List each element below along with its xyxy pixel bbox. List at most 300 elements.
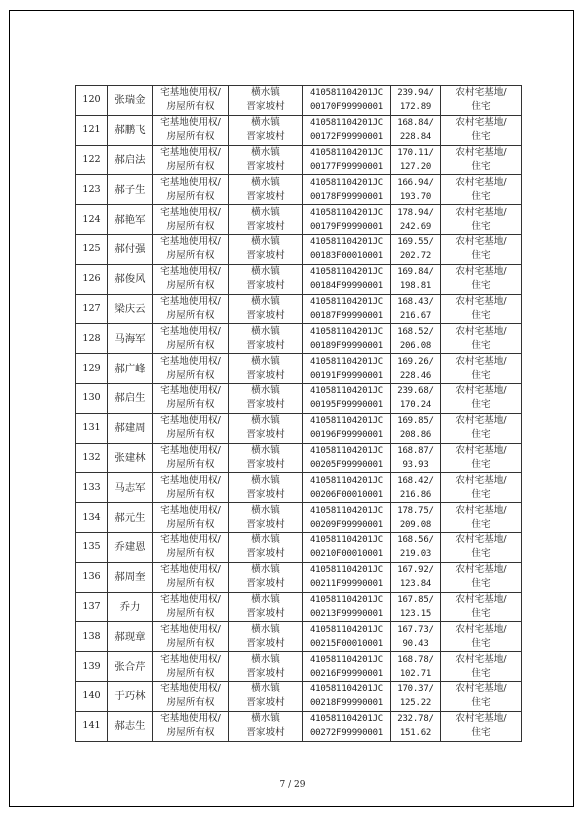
area-cell (391, 115, 441, 145)
table-row (76, 562, 522, 592)
page-number: 7 / 29 (279, 780, 306, 790)
area-line: 216.86 (399, 489, 432, 500)
location-line: 晋家坡村 (246, 637, 285, 649)
land-use-line: 农村宅基地/ (455, 593, 507, 605)
land-use-line: 住宅 (471, 578, 491, 590)
owner-name-cell: 郝艳军 (108, 205, 153, 235)
area-cell (391, 294, 441, 324)
area-line: 166.94/ (397, 177, 434, 188)
right-type-line: 房屋所有权 (166, 399, 215, 411)
area-line: 170.37/ (397, 684, 434, 695)
right-type-line: 房屋所有权 (166, 339, 215, 351)
land-use-cell (441, 294, 522, 324)
location-line: 晋家坡村 (246, 607, 285, 619)
unit-code-line: 410581104201JC (309, 624, 384, 635)
area-cell (391, 562, 441, 592)
right-type-line: 宅基地使用权/ (160, 87, 221, 99)
unit-code-line: 410581104201JC (309, 296, 384, 307)
location-cell (229, 145, 303, 175)
location-line: 横水镇 (251, 176, 280, 188)
right-type-line: 房屋所有权 (166, 190, 215, 202)
land-use-cell (441, 503, 522, 533)
registration-table (75, 85, 522, 742)
location-line: 横水镇 (251, 236, 280, 248)
land-use-cell (441, 145, 522, 175)
table-row (76, 145, 522, 175)
row-number-cell: 120 (76, 86, 108, 116)
land-use-line: 住宅 (471, 220, 491, 232)
unit-code-line: 00170F99990001 (309, 102, 384, 113)
area-line: 206.08 (399, 340, 432, 351)
row-number-cell: 129 (76, 354, 108, 384)
row-number-cell: 139 (76, 652, 108, 682)
right-type-line: 宅基地使用权/ (160, 593, 221, 605)
unit-code-line: 00211F99990001 (309, 579, 384, 590)
table-row (76, 86, 522, 116)
right-type-line: 房屋所有权 (166, 667, 215, 679)
right-type-cell (153, 652, 229, 682)
right-type-line: 房屋所有权 (166, 309, 215, 321)
land-use-line: 农村宅基地/ (455, 206, 507, 218)
area-line: 242.69 (399, 221, 432, 232)
right-type-line: 宅基地使用权/ (160, 653, 221, 665)
area-cell (391, 354, 441, 384)
owner-name-cell: 乔建恩 (108, 532, 153, 562)
area-cell (391, 413, 441, 443)
unit-code-line: 410581104201JC (309, 475, 384, 486)
location-cell (229, 413, 303, 443)
location-line: 横水镇 (251, 623, 280, 635)
location-cell (229, 681, 303, 711)
unit-code-cell (303, 652, 391, 682)
unit-code-cell (303, 205, 391, 235)
location-cell (229, 711, 303, 741)
unit-code-line: 410581104201JC (309, 594, 384, 605)
right-type-cell (153, 324, 229, 354)
location-line: 晋家坡村 (246, 220, 285, 232)
table-row (76, 264, 522, 294)
unit-code-cell (303, 711, 391, 741)
location-line: 横水镇 (251, 713, 280, 725)
unit-code-line: 410581104201JC (309, 147, 384, 158)
area-line: 172.89 (399, 102, 432, 113)
area-cell (391, 652, 441, 682)
table-row (76, 294, 522, 324)
land-use-line: 住宅 (471, 339, 491, 351)
unit-code-line: 00213F99990001 (309, 608, 384, 619)
land-use-cell (441, 175, 522, 205)
right-type-cell (153, 681, 229, 711)
location-line: 横水镇 (251, 444, 280, 456)
unit-code-cell (303, 443, 391, 473)
unit-code-line: 410581104201JC (309, 386, 384, 397)
location-line: 晋家坡村 (246, 160, 285, 172)
right-type-cell (153, 473, 229, 503)
area-line: 123.84 (399, 579, 432, 590)
land-use-cell (441, 473, 522, 503)
right-type-cell (153, 711, 229, 741)
location-line: 横水镇 (251, 206, 280, 218)
land-use-line: 农村宅基地/ (455, 474, 507, 486)
land-use-cell (441, 532, 522, 562)
land-use-cell (441, 681, 522, 711)
area-line: 168.87/ (397, 445, 434, 456)
location-cell (229, 205, 303, 235)
land-use-cell (441, 711, 522, 741)
unit-code-line: 00191F99990001 (309, 370, 384, 381)
land-use-cell (441, 205, 522, 235)
land-use-line: 住宅 (471, 429, 491, 441)
location-line: 横水镇 (251, 146, 280, 158)
owner-name-cell: 郝周奎 (108, 562, 153, 592)
unit-code-line: 00179F99990001 (309, 221, 384, 232)
table-row (76, 592, 522, 622)
area-line: 125.22 (399, 698, 432, 709)
owner-name-cell: 郝现章 (108, 622, 153, 652)
area-line: 228.84 (399, 132, 432, 143)
land-use-cell (441, 562, 522, 592)
owner-name-cell: 张建林 (108, 443, 153, 473)
location-cell (229, 354, 303, 384)
right-type-cell (153, 354, 229, 384)
location-line: 横水镇 (251, 534, 280, 546)
right-type-line: 房屋所有权 (166, 131, 215, 143)
area-line: 168.52/ (397, 326, 434, 337)
right-type-cell (153, 503, 229, 533)
right-type-cell (153, 622, 229, 652)
location-line: 晋家坡村 (246, 101, 285, 113)
row-number-cell: 133 (76, 473, 108, 503)
land-use-line: 农村宅基地/ (455, 176, 507, 188)
right-type-line: 宅基地使用权/ (160, 415, 221, 427)
area-line: 167.73/ (397, 624, 434, 635)
owner-name-cell: 马志军 (108, 473, 153, 503)
table-body (76, 86, 522, 742)
right-type-line: 宅基地使用权/ (160, 325, 221, 337)
right-type-line: 宅基地使用权/ (160, 564, 221, 576)
area-line: 228.46 (399, 370, 432, 381)
land-use-line: 农村宅基地/ (455, 325, 507, 337)
unit-code-line: 410581104201JC (309, 267, 384, 278)
land-use-line: 农村宅基地/ (455, 146, 507, 158)
location-cell (229, 115, 303, 145)
unit-code-cell (303, 592, 391, 622)
location-cell (229, 86, 303, 116)
right-type-line: 宅基地使用权/ (160, 355, 221, 367)
land-use-line: 农村宅基地/ (455, 415, 507, 427)
land-use-line: 住宅 (471, 637, 491, 649)
area-line: 170.24 (399, 400, 432, 411)
location-line: 晋家坡村 (246, 250, 285, 262)
area-line: 168.42/ (397, 475, 434, 486)
land-use-line: 农村宅基地/ (455, 623, 507, 635)
table-row (76, 443, 522, 473)
row-number-cell: 127 (76, 294, 108, 324)
land-use-line: 住宅 (471, 160, 491, 172)
table-row (76, 652, 522, 682)
unit-code-line: 410581104201JC (309, 654, 384, 665)
area-line: 93.93 (402, 459, 429, 470)
land-use-line: 住宅 (471, 548, 491, 560)
area-line: 232.78/ (397, 714, 434, 725)
unit-code-line: 00209F99990001 (309, 519, 384, 530)
right-type-cell (153, 175, 229, 205)
land-use-cell (441, 622, 522, 652)
owner-name-cell: 张瑞金 (108, 86, 153, 116)
unit-code-cell (303, 681, 391, 711)
area-cell (391, 681, 441, 711)
location-line: 晋家坡村 (246, 280, 285, 292)
owner-name-cell: 于巧林 (108, 681, 153, 711)
unit-code-line: 00187F99990001 (309, 310, 384, 321)
location-line: 横水镇 (251, 385, 280, 397)
unit-code-cell (303, 86, 391, 116)
land-use-line: 农村宅基地/ (455, 355, 507, 367)
land-use-line: 住宅 (471, 518, 491, 530)
owner-name-cell: 马海军 (108, 324, 153, 354)
table-row (76, 205, 522, 235)
right-type-line: 宅基地使用权/ (160, 623, 221, 635)
table-row (76, 532, 522, 562)
unit-code-line: 410581104201JC (309, 356, 384, 367)
location-line: 晋家坡村 (246, 339, 285, 351)
unit-code-line: 410581104201JC (309, 326, 384, 337)
area-line: 178.94/ (397, 207, 434, 218)
area-cell (391, 145, 441, 175)
land-use-cell (441, 592, 522, 622)
right-type-line: 宅基地使用权/ (160, 236, 221, 248)
location-cell (229, 234, 303, 264)
area-line: 239.94/ (397, 88, 434, 99)
right-type-cell (153, 562, 229, 592)
location-line: 晋家坡村 (246, 399, 285, 411)
land-use-line: 住宅 (471, 190, 491, 202)
location-cell (229, 473, 303, 503)
right-type-line: 房屋所有权 (166, 518, 215, 530)
unit-code-cell (303, 234, 391, 264)
right-type-line: 房屋所有权 (166, 369, 215, 381)
row-number-cell: 135 (76, 532, 108, 562)
location-cell (229, 622, 303, 652)
row-number-cell: 136 (76, 562, 108, 592)
unit-code-cell (303, 562, 391, 592)
right-type-cell (153, 443, 229, 473)
location-line: 晋家坡村 (246, 518, 285, 530)
row-number-cell: 140 (76, 681, 108, 711)
owner-name-cell: 乔力 (108, 592, 153, 622)
row-number-cell: 121 (76, 115, 108, 145)
location-line: 晋家坡村 (246, 190, 285, 202)
unit-code-line: 410581104201JC (309, 565, 384, 576)
unit-code-cell (303, 175, 391, 205)
right-type-line: 宅基地使用权/ (160, 385, 221, 397)
owner-name-cell: 梁庆云 (108, 294, 153, 324)
unit-code-line: 00210F00010001 (309, 549, 384, 560)
location-line: 横水镇 (251, 266, 280, 278)
area-line: 169.84/ (397, 267, 434, 278)
land-use-line: 农村宅基地/ (455, 385, 507, 397)
area-line: 169.26/ (397, 356, 434, 367)
land-use-cell (441, 652, 522, 682)
right-type-line: 宅基地使用权/ (160, 117, 221, 129)
land-use-cell (441, 324, 522, 354)
land-use-line: 住宅 (471, 250, 491, 262)
land-use-line: 农村宅基地/ (455, 534, 507, 546)
owner-name-cell: 郝广峰 (108, 354, 153, 384)
location-cell (229, 562, 303, 592)
row-number-cell: 134 (76, 503, 108, 533)
area-cell (391, 473, 441, 503)
area-line: 216.67 (399, 310, 432, 321)
land-use-line: 住宅 (471, 309, 491, 321)
unit-code-line: 410581104201JC (309, 177, 384, 188)
table-row (76, 354, 522, 384)
row-number-cell: 125 (76, 234, 108, 264)
owner-name-cell: 郝志生 (108, 711, 153, 741)
location-line: 晋家坡村 (246, 548, 285, 560)
right-type-cell (153, 413, 229, 443)
table-row (76, 503, 522, 533)
right-type-line: 房屋所有权 (166, 101, 215, 113)
owner-name-cell: 张合芹 (108, 652, 153, 682)
land-use-cell (441, 115, 522, 145)
location-cell (229, 443, 303, 473)
unit-code-line: 410581104201JC (309, 237, 384, 248)
unit-code-cell (303, 383, 391, 413)
area-line: 167.92/ (397, 565, 434, 576)
right-type-line: 宅基地使用权/ (160, 295, 221, 307)
location-line: 横水镇 (251, 593, 280, 605)
area-cell (391, 234, 441, 264)
right-type-line: 宅基地使用权/ (160, 713, 221, 725)
land-use-line: 农村宅基地/ (455, 713, 507, 725)
location-line: 晋家坡村 (246, 667, 285, 679)
area-cell (391, 592, 441, 622)
area-cell (391, 443, 441, 473)
right-type-cell (153, 115, 229, 145)
unit-code-line: 410581104201JC (309, 445, 384, 456)
area-line: 127.20 (399, 161, 432, 172)
unit-code-cell (303, 115, 391, 145)
row-number-cell: 123 (76, 175, 108, 205)
location-line: 横水镇 (251, 653, 280, 665)
unit-code-line: 00177F99990001 (309, 161, 384, 172)
table-row (76, 711, 522, 741)
owner-name-cell: 郝子生 (108, 175, 153, 205)
table-row (76, 681, 522, 711)
unit-code-line: 410581104201JC (309, 416, 384, 427)
area-cell (391, 324, 441, 354)
owner-name-cell: 郝启生 (108, 383, 153, 413)
location-line: 横水镇 (251, 683, 280, 695)
unit-code-line: 00196F99990001 (309, 430, 384, 441)
land-use-line: 农村宅基地/ (455, 653, 507, 665)
location-cell (229, 264, 303, 294)
row-number-cell: 137 (76, 592, 108, 622)
table-row (76, 473, 522, 503)
table-row (76, 115, 522, 145)
right-type-line: 房屋所有权 (166, 250, 215, 262)
unit-code-line: 410581104201JC (309, 505, 384, 516)
area-line: 168.43/ (397, 296, 434, 307)
right-type-cell (153, 145, 229, 175)
location-cell (229, 532, 303, 562)
right-type-cell (153, 592, 229, 622)
land-use-cell (441, 354, 522, 384)
right-type-line: 宅基地使用权/ (160, 444, 221, 456)
row-number-cell: 130 (76, 383, 108, 413)
row-number-cell: 138 (76, 622, 108, 652)
area-line: 209.08 (399, 519, 432, 530)
unit-code-line: 00189F99990001 (309, 340, 384, 351)
table-row (76, 413, 522, 443)
area-cell (391, 711, 441, 741)
location-line: 横水镇 (251, 87, 280, 99)
area-line: 167.85/ (397, 594, 434, 605)
unit-code-line: 410581104201JC (309, 684, 384, 695)
unit-code-line: 410581104201JC (309, 535, 384, 546)
area-line: 90.43 (402, 638, 429, 649)
right-type-line: 房屋所有权 (166, 727, 215, 739)
location-line: 晋家坡村 (246, 429, 285, 441)
right-type-line: 宅基地使用权/ (160, 683, 221, 695)
area-line: 168.84/ (397, 118, 434, 129)
land-use-line: 住宅 (471, 607, 491, 619)
location-line: 晋家坡村 (246, 458, 285, 470)
right-type-cell (153, 294, 229, 324)
land-use-line: 住宅 (471, 399, 491, 411)
location-cell (229, 383, 303, 413)
area-line: 123.15 (399, 608, 432, 619)
owner-name-cell: 郝建周 (108, 413, 153, 443)
location-line: 晋家坡村 (246, 488, 285, 500)
row-number-cell: 126 (76, 264, 108, 294)
owner-name-cell: 郝付强 (108, 234, 153, 264)
location-line: 横水镇 (251, 295, 280, 307)
unit-code-cell (303, 294, 391, 324)
land-use-line: 农村宅基地/ (455, 295, 507, 307)
area-line: 178.75/ (397, 505, 434, 516)
area-line: 168.78/ (397, 654, 434, 665)
row-number-cell: 141 (76, 711, 108, 741)
right-type-line: 房屋所有权 (166, 637, 215, 649)
area-line: 219.03 (399, 549, 432, 560)
area-line: 170.11/ (397, 147, 434, 158)
area-cell (391, 86, 441, 116)
area-line: 193.70 (399, 191, 432, 202)
land-use-line: 农村宅基地/ (455, 87, 507, 99)
area-cell (391, 264, 441, 294)
unit-code-cell (303, 473, 391, 503)
unit-code-line: 00178F99990001 (309, 191, 384, 202)
row-number-cell: 132 (76, 443, 108, 473)
area-line: 202.72 (399, 251, 432, 262)
unit-code-cell (303, 264, 391, 294)
area-line: 239.68/ (397, 386, 434, 397)
area-cell (391, 383, 441, 413)
unit-code-line: 410581104201JC (309, 118, 384, 129)
right-type-line: 宅基地使用权/ (160, 146, 221, 158)
table-row (76, 234, 522, 264)
area-line: 102.71 (399, 668, 432, 679)
location-cell (229, 652, 303, 682)
land-use-line: 农村宅基地/ (455, 444, 507, 456)
land-use-cell (441, 383, 522, 413)
unit-code-line: 00184F99990001 (309, 281, 384, 292)
row-number-cell: 122 (76, 145, 108, 175)
land-use-line: 住宅 (471, 488, 491, 500)
land-use-cell (441, 443, 522, 473)
